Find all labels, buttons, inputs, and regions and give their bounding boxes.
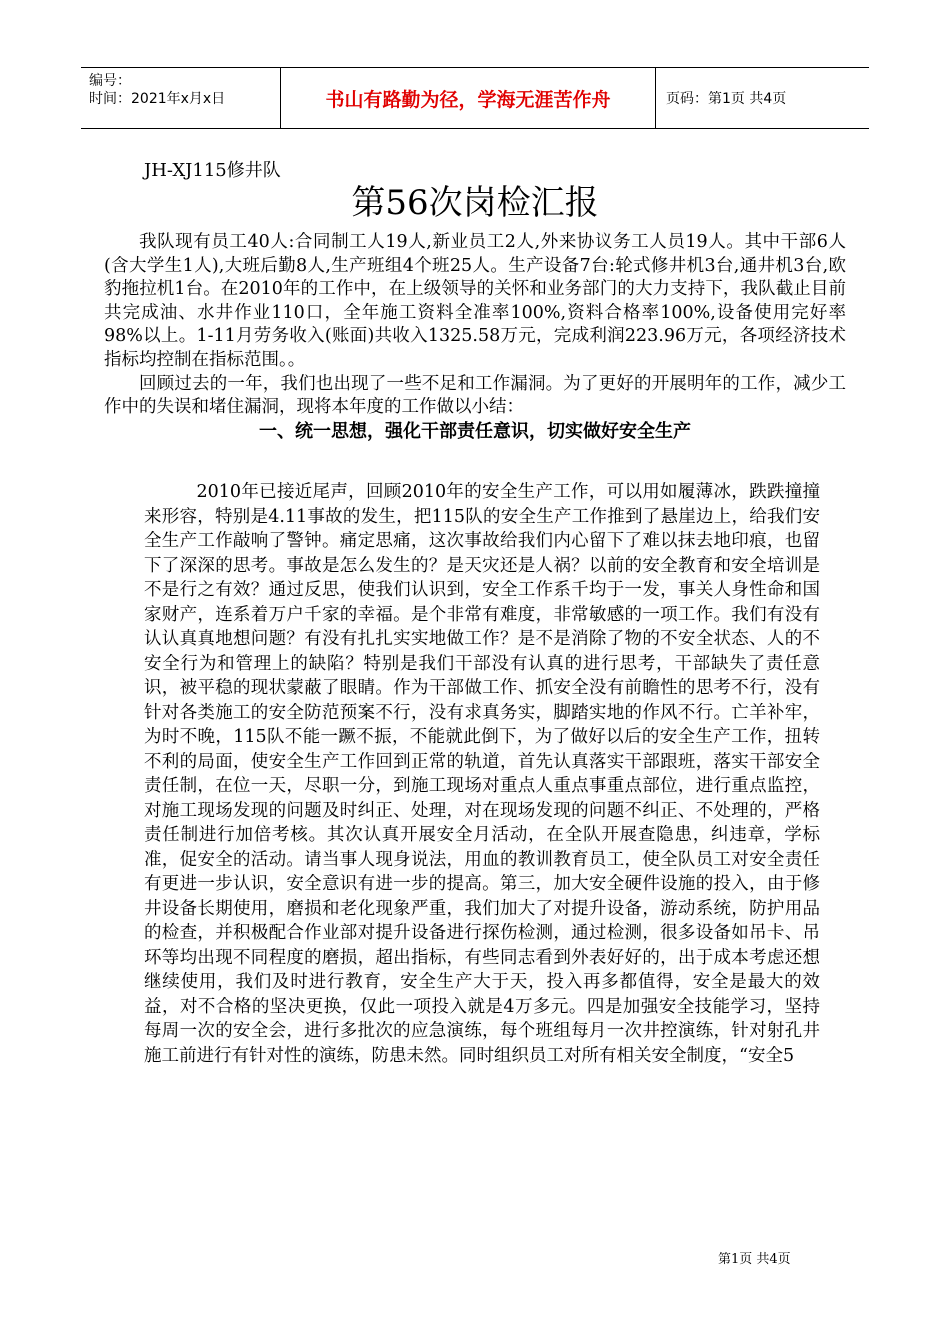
header-meta: [81, 68, 281, 128]
paragraph: 我队现有员工40人:合同制工人19人,新业员工2人,外来协议务工人员19人。其中干部6人(含大学生1人),大班后勤8人,生产班组4个班25人。生产设备7台:轮式修井机3台,通井机3台,欧豹拖拉机1台。在2010年的工作中，在上级领导的关怀和业务部门的大力支持下，我队截止目前共完成油、水井作业110口，全年施工资料全准率100%,资料合格率100%,设备使用完好率98%以上。1-11月劳务收入(账面)共收入1325.58万元，完成利润223.96万元，各项经济技术指标均控制在指标范围。。: [104, 232, 846, 370]
paragraph: 回顾过去的一年，我们也出现了一些不足和工作漏洞。为了更好的开展明年的工作，减少工作中的失误和堵住漏洞，现将本年度的工作做以小结：: [104, 373, 846, 418]
document-time: 时间：2021年x月x日: [89, 91, 226, 107]
page-footer: 第1页 共4页: [718, 1252, 791, 1267]
section-body: [144, 480, 820, 1068]
header-motto: 书山有路勤为径，学海无涯苦作舟: [325, 88, 611, 111]
header-motto-cell: [281, 68, 656, 128]
paragraph: 2010年已接近尾声，回顾2010年的安全生产工作，可以用如履薄冰，跌跌撞撞来形容，特别是4.11事故的发生，把115队的安全生产工作推到了悬崖边上，给我们安全生产工作敲响了警钟。痛定思痛，这次事故给我们内心留下了难以抹去地印痕，也留下了深深的思考。事故是怎么发生的？是天灾还是人祸？以前的安全教育和安全培训是不是行之有效？通过反思，使我们认识到，安全工作系千均于一发，事关人身性命和国家财产，连系着万户千家的幸福。是个非常有难度，非常敏感的一项工作。我们有没有认认真真地想问题？有没有扎扎实实地做工作？是不是消除了物的不安全状态、人的不安全行为和管理上的缺陷？特别是我们干部没有认真的进行思考，干部缺失了责任意识，被平稳的现状蒙蔽了眼睛。作为干部做工作、抓安全没有前瞻性的思考不行，没有针对各类施工的安全防范预案不行，没有求真务实，脚踏实地的作风不行。亡羊补牢，为时不晚，115队不能一蹶不振，不能就此倒下，为了做好以后的安全生产工作，扭转不利的局面，使安全生产工作回到正常的轨道，首先认真落实干部跟班，落实干部安全责任制，在位一天，尽职一分，到施工现场对重点人重点事重点部位，进行重点监控，对施工现场发现的问题及时纠正、处理，对在现场发现的问题不纠正、不处理的，严格责任制进行加倍考核。其次认真开展安全月活动，在全队开展查隐患，纠违章，学标准，促安全的活动。请当事人现身说法，用血的教训教育员工，使全队员工对安全责任有更进一步认识，安全意识有进一步的提高。第三，加大安全硬件设施的投入，由于修井设备长期使用，磨损和老化现象严重，我们加大了对提升设备，游动系统，防护用品的检查，并积极配合作业部对提升设备进行探伤检测，通过检测，很多设备如吊卡、吊环等均出现不同程度的磨损，超出指标，有些同志看到外表好好的，出于成本考虑还想继续使用，我们及时进行教育，安全生产大于天，投入再多都值得，安全是最大的效益，对不合格的坚决更换，仅此一项投入就是4万多元。四是加强安全技能学习，坚持每周一次的安全会，进行多批次的应急演练，每个班组每月一次井控演练，针对射孔井施工前进行有针对性的演练，防患未然。同时组织员工对所有相关安全制度，“安全5: [144, 482, 820, 1066]
header-page-info: 页码：第1页 共4页: [666, 91, 787, 107]
header-table: [81, 67, 869, 129]
document-title: 第56次岗检汇报: [351, 183, 599, 223]
section-heading: 一、统一思想，强化干部责任意识，切实做好安全生产: [259, 420, 691, 442]
intro-section: [104, 231, 846, 444]
document-number-label: 编号：: [89, 73, 131, 89]
unit-name: JH-XJ115修井队: [144, 160, 281, 181]
